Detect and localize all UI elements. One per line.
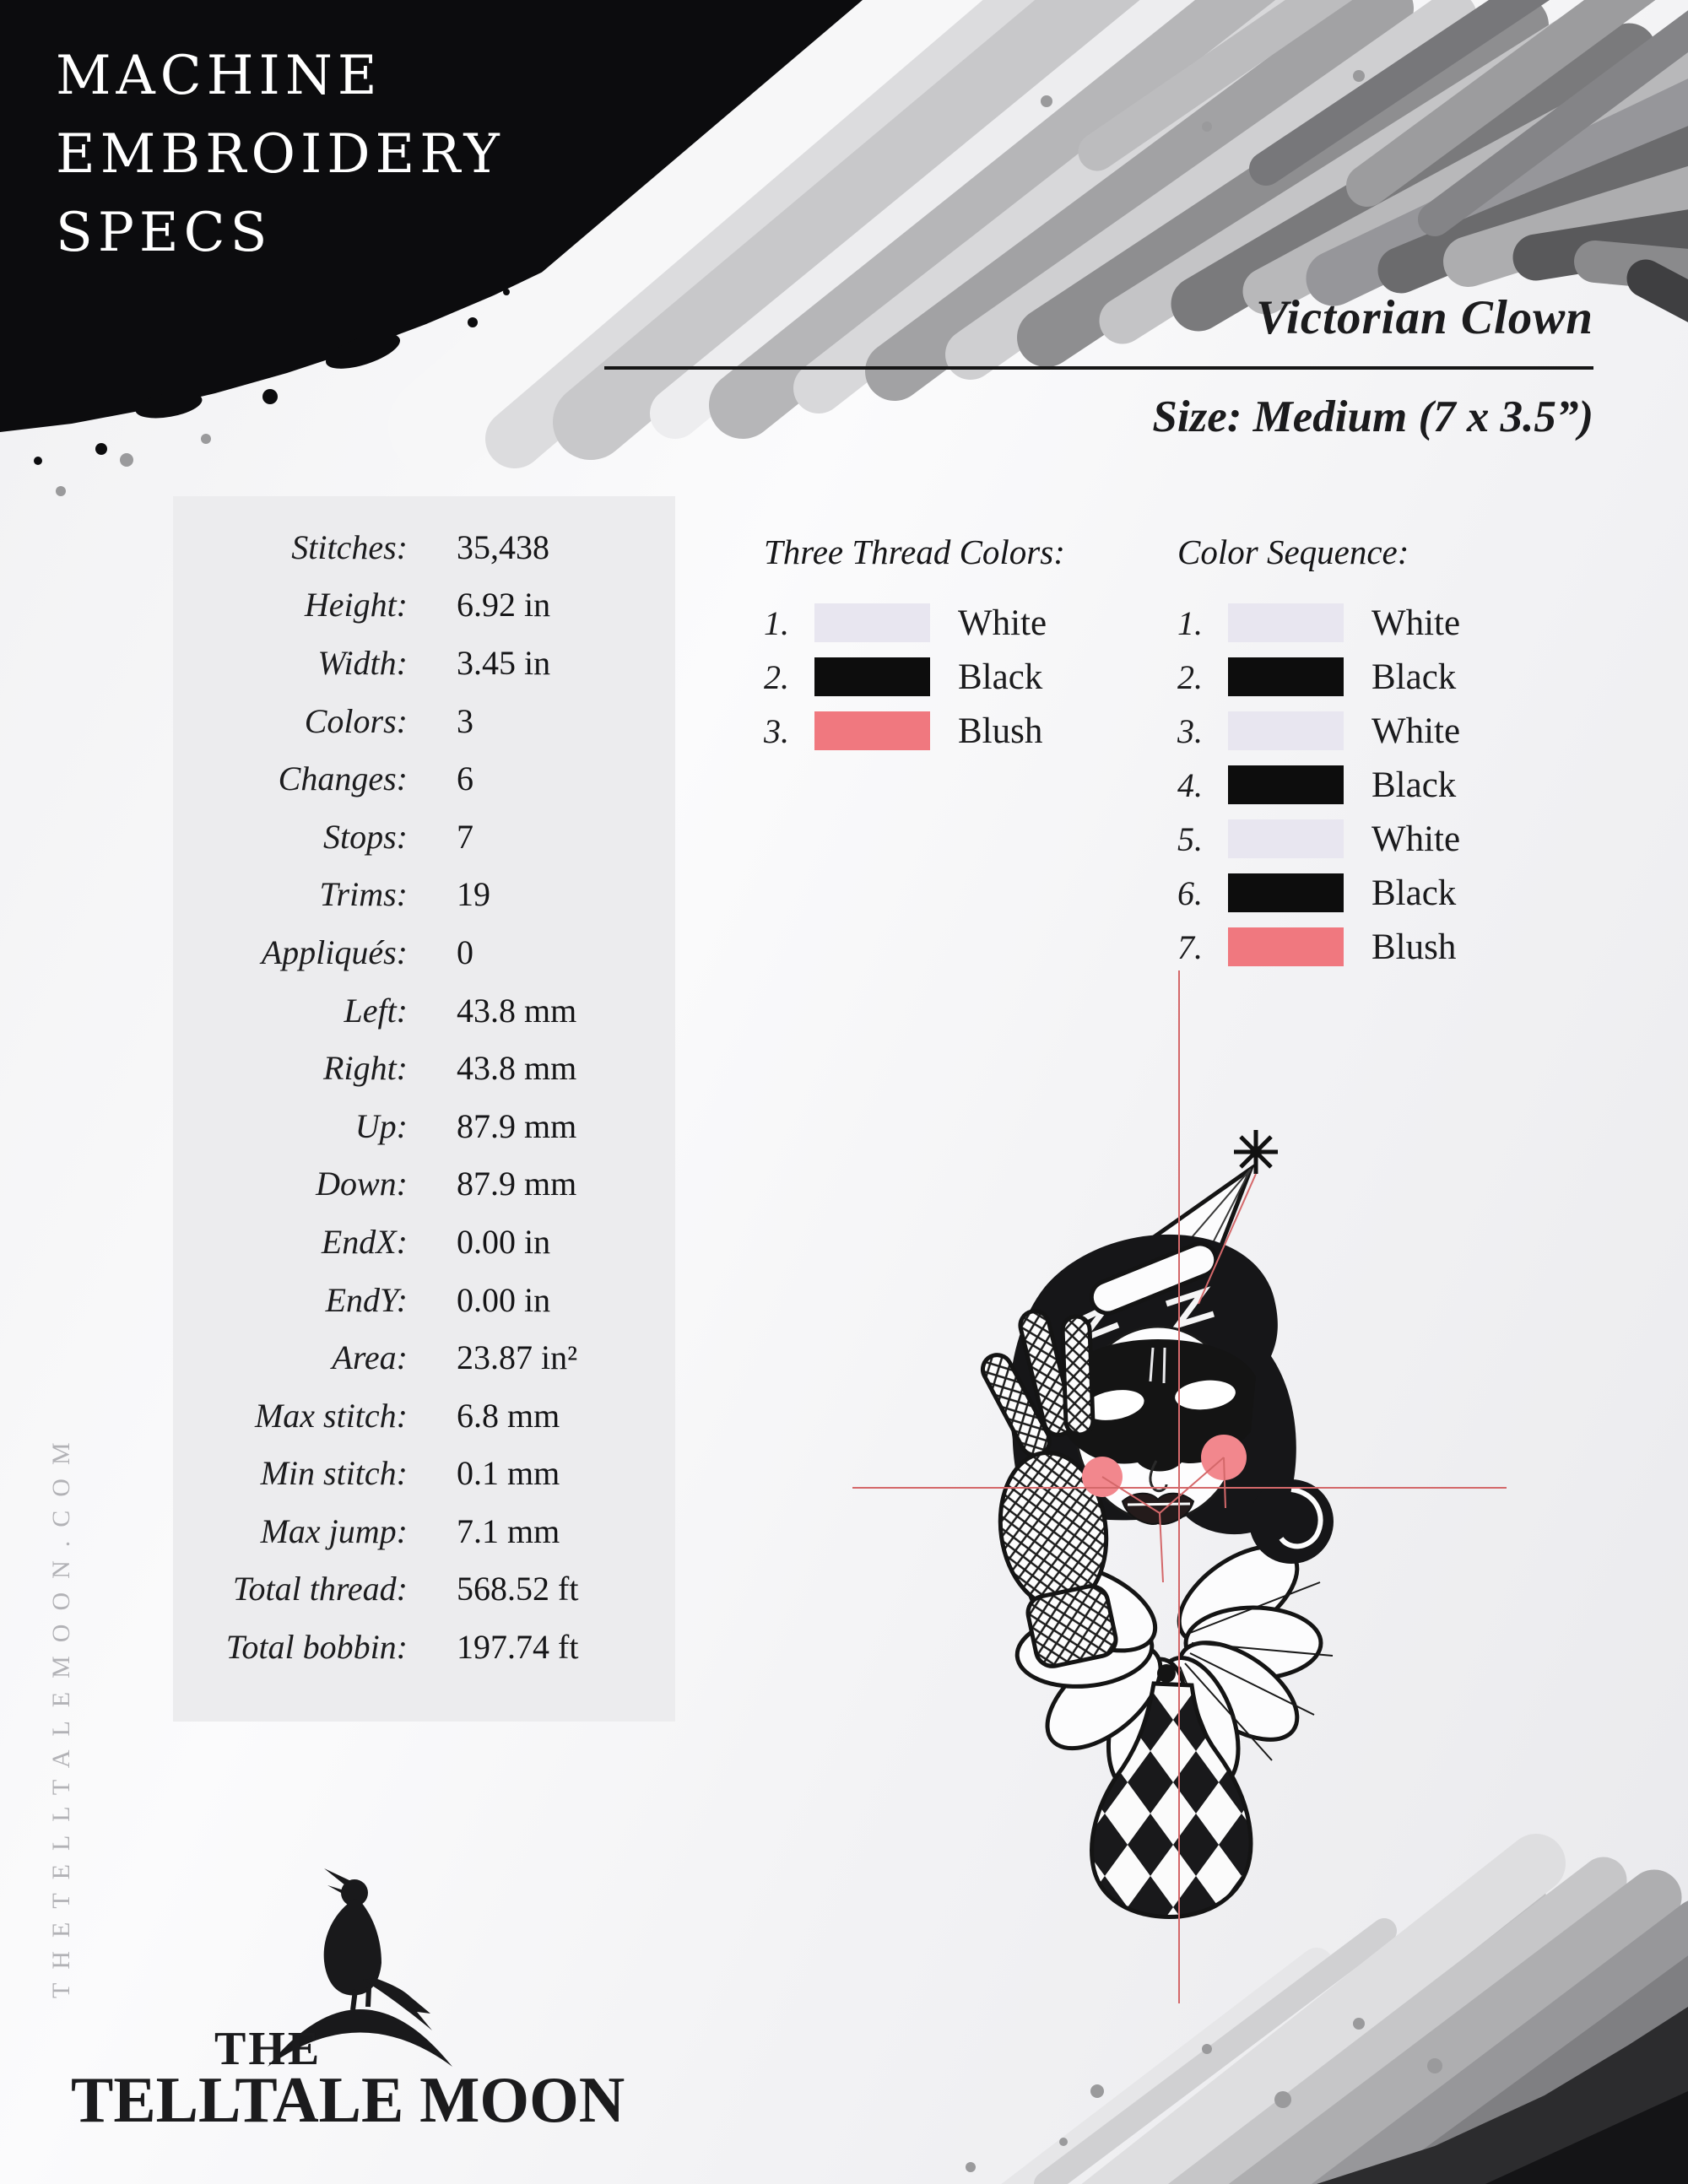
spec-value: 7 [457, 817, 473, 856]
spec-label: Min stitch: [260, 1454, 408, 1493]
spec-label: Right: [323, 1049, 408, 1088]
spec-value: 3.45 in [457, 643, 551, 682]
color-sequence-item [1177, 812, 1460, 866]
spec-label: Left: [344, 991, 408, 1030]
victorian-clown-embroidery-preview [945, 1127, 1384, 1924]
spec-label: Area: [332, 1338, 408, 1377]
spec-row [173, 518, 675, 576]
spec-row [173, 1387, 675, 1445]
color-sequence-number: 5. [1177, 819, 1203, 858]
color-sequence-number: 3. [1177, 711, 1203, 750]
spec-row [173, 1502, 675, 1560]
spec-label: Stitches: [291, 527, 408, 566]
thread-color-number: 2. [764, 657, 789, 696]
color-sequence-name: White [1372, 819, 1461, 859]
color-sequence-name: White [1372, 603, 1461, 643]
color-sequence-swatch [1228, 657, 1344, 696]
color-sequence-number: 1. [1177, 603, 1203, 642]
color-sequence-swatch [1228, 873, 1344, 912]
color-sequence-item [1177, 596, 1460, 650]
spec-label: EndY: [325, 1280, 408, 1319]
spec-row [173, 866, 675, 924]
clown-collar-knot [1157, 1664, 1176, 1683]
thread-color-swatch [814, 603, 930, 642]
thread-color-item [764, 596, 1065, 650]
color-sequence-heading: Color Sequence: [1177, 532, 1409, 571]
color-sequence-number: 4. [1177, 765, 1203, 804]
spec-label: Down: [316, 1165, 408, 1203]
spec-label: Total thread: [232, 1570, 408, 1608]
spec-row [173, 808, 675, 866]
spec-row [173, 1328, 675, 1387]
spec-row [173, 1271, 675, 1329]
thread-color-swatch [814, 711, 930, 750]
spec-row [173, 1039, 675, 1097]
clown-hair-curl [1249, 1479, 1334, 1564]
spec-value: 6 [457, 760, 473, 798]
color-sequence-name: Black [1372, 873, 1457, 913]
color-sequence-item [1177, 650, 1460, 704]
page-title [56, 37, 505, 273]
color-sequence-swatch [1228, 819, 1344, 858]
hoop-center-crosshair-horizontal [852, 1487, 1507, 1489]
spec-row [173, 1097, 675, 1155]
thread-color-number: 1. [764, 603, 789, 642]
spec-value: 0.00 in [457, 1280, 551, 1319]
page-title-line1: MACHINE [56, 45, 382, 107]
spec-value: 87.9 mm [457, 1106, 577, 1145]
spec-value: 6.92 in [457, 586, 551, 624]
spec-row [173, 634, 675, 692]
spec-label: Total bobbin: [225, 1628, 408, 1667]
spec-value: 87.9 mm [457, 1165, 577, 1203]
spec-label: Trims: [319, 875, 408, 914]
spec-label: Max stitch: [254, 1396, 408, 1435]
spec-row [173, 923, 675, 981]
thread-color-number: 3. [764, 711, 789, 750]
spec-row [173, 692, 675, 750]
color-sequence-item [1177, 704, 1460, 758]
spec-value: 6.8 mm [457, 1396, 560, 1435]
color-sequence-swatch [1228, 927, 1344, 966]
spec-label: Width: [317, 643, 408, 682]
raven-silhouette [324, 1868, 432, 2030]
spec-value: 7.1 mm [457, 1511, 560, 1550]
spec-row [173, 981, 675, 1040]
specs-panel [173, 496, 675, 1722]
spec-value: 43.8 mm [457, 991, 577, 1030]
color-sequence-name: White [1372, 711, 1461, 751]
color-sequence-number: 2. [1177, 657, 1203, 696]
spec-label: Max jump: [260, 1511, 408, 1550]
thread-color-name: Black [958, 657, 1043, 697]
spec-label: Appliqués: [261, 933, 408, 971]
logo-word-the: THE [214, 2023, 322, 2075]
spec-row [173, 576, 675, 635]
spec-value: 3 [457, 701, 473, 740]
spec-row [173, 1155, 675, 1214]
color-sequence-swatch [1228, 603, 1344, 642]
spec-value: 0.00 in [457, 1222, 551, 1261]
spec-row [173, 1618, 675, 1676]
page-title-line3: SPECS [56, 202, 273, 264]
spec-value: 197.74 ft [457, 1628, 579, 1667]
spec-label: Up: [354, 1106, 408, 1145]
thread-colors-heading: Three Thread Colors: [764, 532, 1065, 571]
thread-color-name: White [958, 603, 1047, 643]
design-size: Size: Medium (7 x 3.5”) [1152, 392, 1593, 441]
spec-value: 19 [457, 875, 490, 914]
divider-line [604, 366, 1593, 370]
spec-row [173, 1560, 675, 1619]
brush-stroke-corner-art [844, 1813, 1688, 2184]
color-sequence-name: Black [1372, 765, 1457, 805]
logo-brand-name: TELLTALE MOON [71, 2063, 625, 2136]
spec-label: Height: [304, 586, 408, 624]
website-url-vertical: THETELLTALEMOON.COM [47, 1429, 75, 1998]
color-sequence-number: 6. [1177, 873, 1203, 912]
color-sequence-swatch [1228, 765, 1344, 804]
color-sequence-number: 7. [1177, 927, 1203, 966]
design-name: Victorian Clown [1256, 291, 1593, 344]
color-sequence-section [1177, 532, 1460, 974]
spec-value: 35,438 [457, 527, 549, 566]
spec-value: 0 [457, 933, 473, 971]
spec-label: Changes: [278, 760, 408, 798]
spec-value: 23.87 in² [457, 1338, 578, 1377]
color-sequence-item [1177, 866, 1460, 920]
color-sequence-item [1177, 758, 1460, 812]
spec-value: 568.52 ft [457, 1570, 579, 1608]
color-sequence-swatch [1228, 711, 1344, 750]
thread-color-item [764, 650, 1065, 704]
spec-label: Colors: [304, 701, 408, 740]
spec-row [173, 1213, 675, 1271]
spec-label: Stops: [323, 817, 408, 856]
color-sequence-name: Blush [1372, 927, 1457, 967]
spec-value: 43.8 mm [457, 1049, 577, 1088]
spec-value: 0.1 mm [457, 1454, 560, 1493]
thread-color-name: Blush [958, 711, 1043, 751]
thread-color-item [764, 704, 1065, 758]
thread-colors-section [764, 532, 1065, 758]
spec-row [173, 749, 675, 808]
color-sequence-item [1177, 920, 1460, 974]
spec-row [173, 1445, 675, 1503]
color-sequence-name: Black [1372, 657, 1457, 697]
page-title-line2: EMBROIDERY [56, 123, 505, 186]
spec-label: EndX: [321, 1222, 408, 1261]
thread-color-swatch [814, 657, 930, 696]
